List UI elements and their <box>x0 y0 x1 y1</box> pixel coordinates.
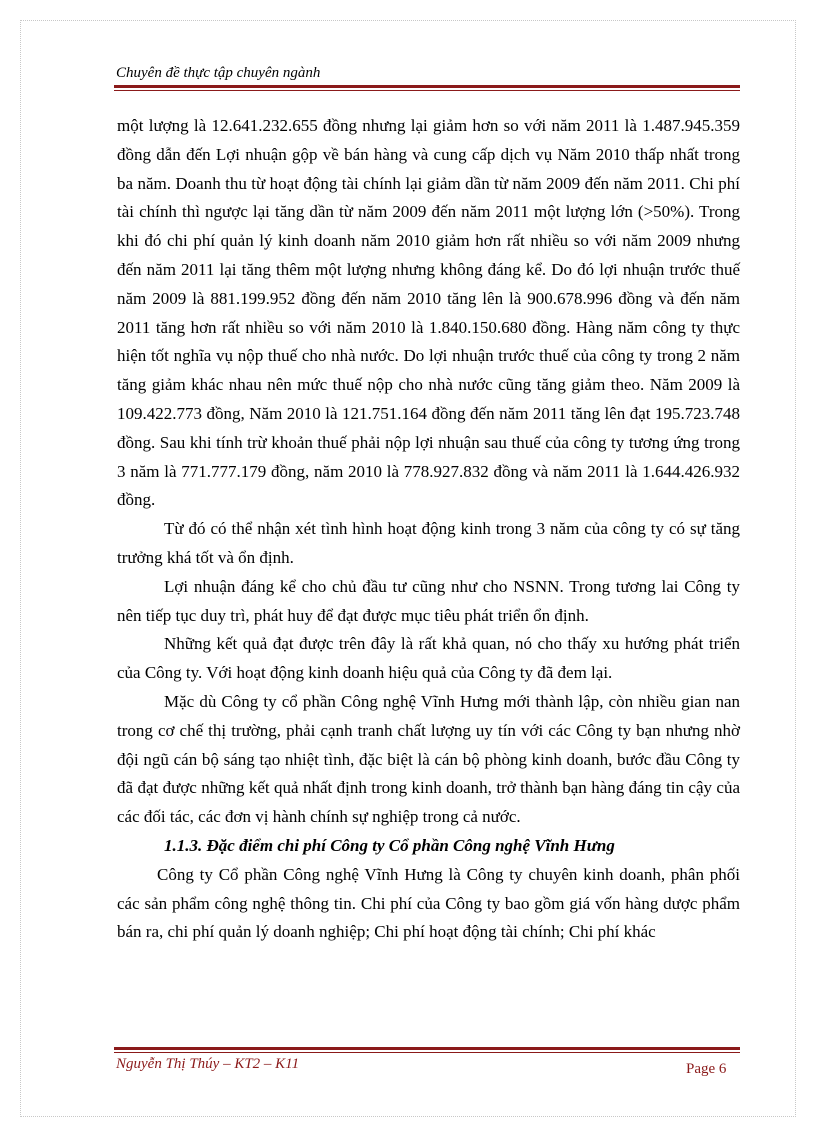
section-heading: 1.1.3. Đặc điểm chi phí Công ty Cổ phần Công nghệ Vĩnh Hưng <box>164 835 615 855</box>
body-paragraph-5: Mặc dù Công ty cổ phần Công nghệ Vĩnh Hưng mới thành lập, còn nhiều gian nan trong cơ chế thị trường, phải cạnh tranh chất lượng uy tín với các Công ty bạn nhưng nhờ đội ngũ cán bộ sáng tạo nhiệt tình, đặc biệt là cán bộ phòng kinh doanh, bước đầu Công ty đã đạt được những kết quả nhất định trong kinh doanh, trở thành bạn hàng đáng tin cậy của các đối tác, các đơn vị hành chính sự nghiệp trong cả nước. <box>117 691 740 827</box>
page-header-title: Chuyên đề thực tập chuyên ngành <box>116 65 321 81</box>
page-number: Page 6 <box>686 1061 727 1077</box>
body-paragraph-1: một lượng là 12.641.232.655 đồng nhưng lại giảm hơn so với năm 2011 là 1.487.945.359 đồng dẫn đến Lợi nhuận gộp về bán hàng và cung cấp dịch vụ Năm 2010 thấp nhất trong ba năm. Doanh thu từ hoạt động tài chính lại giảm dần từ năm 2009 đến năm 2011. Chi phí tài chính thì ngược lại tăng dần từ năm 2009 đến năm 2011 một lượng lớn (>50%). Trong khi đó chi phí quản lý kinh doanh năm 2010 giảm hơn rất nhiều so với năm 2009 nhưng đến năm 2011 lại tăng thêm một lượng nhưng không đáng kể. Do đó lợi nhuận trước thuế năm 2009 là 881.199.952 đồng đến năm 2010 tăng lên là 900.678.996 đồng và đến năm 2011 tăng hơn rất nhiều so với năm 2010 là 1.840.150.680 đồng. Hàng năm công ty thực hiện tốt nghĩa vụ nộp thuế cho nhà nước. Do lợi nhuận trước thuế của công ty trong 2 năm tăng giảm khác nhau nên mức thuế nộp cho nhà nước cũng tăng giảm theo. Năm 2009 là 109.422.773 đồng, Năm 2010 là 121.751.164 đồng đến năm 2011 tăng lên đạt 195.723.748 đồng. Sau khi tính trừ khoản thuế phải nộp lợi nhuận sau thuế của công ty tương ứng trong 3 năm là 771.777.179 đồng, năm 2010 là 778.927.832 đồng và năm 2011 là 1.644.426.932 đồng. <box>117 116 740 510</box>
footer-rule <box>114 1047 740 1053</box>
body-paragraph-3: Lợi nhuận đáng kể cho chủ đầu tư cũng như cho NSNN. Trong tương lai Công ty nên tiếp tục duy trì, phát huy để đạt được mục tiêu phát triển ổn định. <box>117 576 740 625</box>
body-paragraph-4: Những kết quả đạt được trên đây là rất khả quan, nó cho thấy xu hướng phát triển của Công ty. Với hoạt động kinh doanh hiệu quả của Công ty đã đem lại. <box>117 634 740 683</box>
body-paragraph-2: Từ đó có thể nhận xét tình hình hoạt động kinh trong 3 năm của công ty có sự tăng trưởng khá tốt và ổn định. <box>117 519 740 567</box>
section-paragraph: Công ty Cổ phần Công nghệ Vĩnh Hưng là Công ty chuyên kinh doanh, phân phối các sản phẩm công nghệ thông tin. Chi phí của Công ty bao gồm giá vốn hàng dược phẩm bán ra, chi phí quản lý doanh nghiệp; Chi phí hoạt động tài chính; Chi phí khác <box>117 864 740 942</box>
header-rule <box>114 85 740 91</box>
footer-author: Nguyễn Thị Thúy – KT2 – K11 <box>116 1056 300 1072</box>
document-body <box>117 112 740 947</box>
